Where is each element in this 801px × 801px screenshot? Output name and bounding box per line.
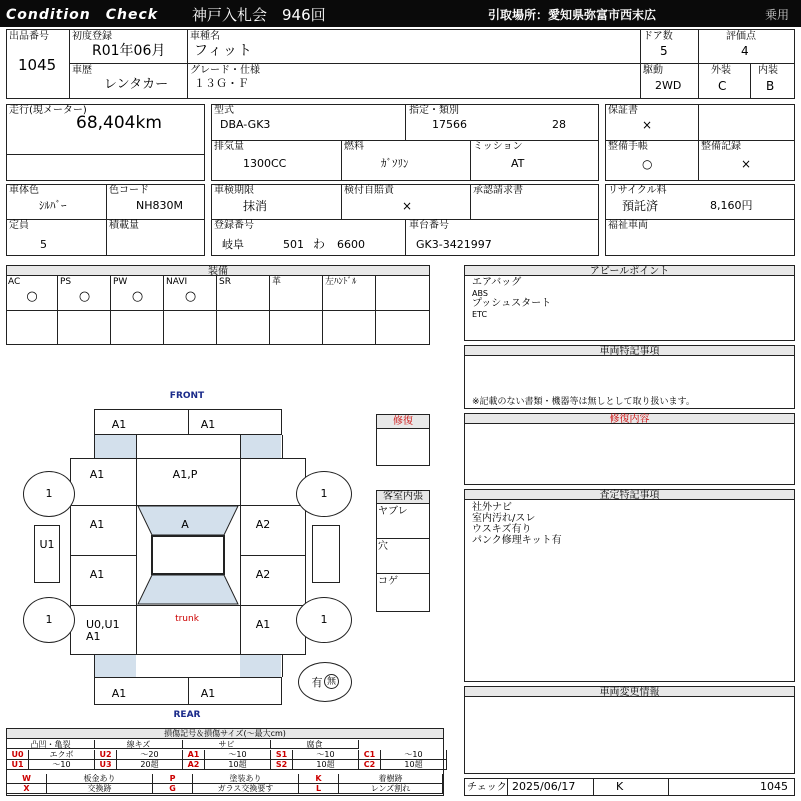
mark-door-rr: A2 <box>255 568 271 581</box>
equipment-cell-1 <box>58 276 111 310</box>
equipment-blank-cell <box>323 311 376 345</box>
mark-front-bumper-right: A1 <box>200 418 216 431</box>
equipment-value: ○ <box>78 289 91 304</box>
equipment-cell-2 <box>111 276 164 310</box>
check-date: 2025/06/17 <box>512 780 576 793</box>
first-reg: R01年06月 <box>92 43 166 59</box>
check-label: チェック <box>467 782 507 793</box>
history-label: 車歴 <box>72 65 92 76</box>
appraisal-line-1: 社外ナビ <box>472 502 512 513</box>
drive: 2WD <box>655 79 682 92</box>
welfare-label: 福祉車両 <box>608 220 648 231</box>
grade-label: グレード・仕様 <box>190 65 260 76</box>
appraisal-title: 査定特記事項 <box>465 490 794 500</box>
equipment-cell-6 <box>323 276 376 310</box>
recycle-fee: 8,160円 <box>710 199 753 212</box>
change-title: 車両変更情報 <box>465 687 794 697</box>
equipment-label: SR <box>219 277 231 287</box>
equipment-title: 装備 <box>7 266 429 276</box>
fuel: ｶﾞｿﾘﾝ <box>381 157 409 170</box>
mark-roof: A <box>181 518 189 531</box>
legend-cell: S1 <box>271 750 293 760</box>
first-reg-label: 初度登録 <box>72 31 112 42</box>
mark-door-rl: A1 <box>89 568 105 581</box>
appeal-title: アピールポイント <box>465 266 794 276</box>
interior-item-3: コゲ <box>378 576 398 587</box>
legend-head: 凸凹・亀裂 <box>7 740 95 749</box>
model-name-label: 車種名 <box>190 31 220 42</box>
insurance-label: 検付自賠責 <box>344 185 394 196</box>
legend-cell: ～10 <box>293 750 359 760</box>
color-code: NH830M <box>136 199 183 212</box>
capacity: 5 <box>40 238 47 251</box>
legend-cell: ～10 <box>205 750 271 760</box>
warranty-label: 保証書 <box>608 105 638 116</box>
spare-circled-label: 無 <box>326 677 336 687</box>
inspection: 抹消 <box>243 199 268 213</box>
legend-cell: U1 <box>7 760 29 770</box>
legend-cell-2: K <box>299 774 339 784</box>
appraisal-line-3: ウスキズ有り <box>472 524 532 535</box>
equipment-label: AC <box>8 277 21 287</box>
legend-head: 腐食 <box>271 740 359 749</box>
special-note: ※記載のない書類・機器等は無しとして取り扱います。 <box>472 397 695 407</box>
legend-cell: U3 <box>95 760 117 770</box>
plate-class: 501 <box>283 238 304 251</box>
mark-fender-fl: A1 <box>89 468 105 481</box>
headlight-right <box>240 435 281 458</box>
fuel-label: 燃料 <box>344 141 364 152</box>
legend-cell-2: 交換跡 <box>47 784 153 794</box>
lot-number: 1045 <box>18 56 57 74</box>
color-code-label: 色コード <box>109 185 149 196</box>
history: レンタカー <box>104 77 169 92</box>
trunk-label: trunk <box>175 614 199 624</box>
grade: １３Ｇ・Ｆ <box>194 77 249 90</box>
mark-quarter-rr: A1 <box>255 618 271 631</box>
legend-cell: ～20 <box>117 750 183 760</box>
legend-cell: 10超 <box>381 760 447 770</box>
recycle-status: 預託済 <box>622 199 659 213</box>
equipment-blank-cell <box>111 311 164 345</box>
capacity-label: 定員 <box>9 220 29 231</box>
legend-cell: A2 <box>183 760 205 770</box>
legend-title: 損傷記号＆損傷サイズ(～最大cm) <box>7 729 443 739</box>
equipment-blank-cell <box>217 311 270 345</box>
appraisal-line-2: 室内汚れ/スレ <box>472 513 536 524</box>
legend-cell-2: P <box>153 774 193 784</box>
category: 28 <box>552 118 566 131</box>
interior-item-2: 穴 <box>378 541 388 552</box>
legend-cell-2: 板金あり <box>47 774 153 784</box>
legend-cell-2: L <box>299 784 339 794</box>
legend-cell: U2 <box>95 750 117 760</box>
legend-cell-2: レンズ割れ <box>339 784 443 794</box>
legend-cell-2: 塗装あり <box>193 774 299 784</box>
recycle-label: リサイクル料 <box>608 185 667 196</box>
equipment-blank-cell <box>270 311 323 345</box>
legend-cell-2: ガラス交換要す <box>193 784 299 794</box>
step-left[interactable] <box>34 525 60 583</box>
appeal-line-3: プッシュスタート <box>472 298 552 309</box>
chassis: GK3-3421997 <box>416 238 492 251</box>
mileage: 68,404km <box>76 113 162 133</box>
displacement-label: 排気量 <box>214 141 244 152</box>
int-label: 内装 <box>758 65 778 76</box>
equipment-blank-cell <box>58 311 111 345</box>
check-lot: 1045 <box>760 780 788 793</box>
mark-front-bumper-left: A1 <box>111 418 127 431</box>
interior-item-1: ヤブレ <box>378 506 408 517</box>
equipment-label: PW <box>113 277 128 287</box>
legend-cell: 10超 <box>205 760 271 770</box>
legend-cell-2: X <box>7 784 47 794</box>
taillight-left <box>95 655 136 677</box>
displacement: 1300CC <box>243 157 287 170</box>
legend-cell: C2 <box>359 760 381 770</box>
chassis-label: 車台番号 <box>409 220 449 231</box>
mark-rear-bumper-left: A1 <box>111 687 127 700</box>
type-label: 型式 <box>214 105 234 116</box>
header-bar <box>0 0 801 27</box>
legend-cell: ～10 <box>29 760 95 770</box>
legend-cell-2: W <box>7 774 47 784</box>
legend-cell-2: 着樹跡 <box>339 774 443 784</box>
legend-head: 線キズ <box>95 740 183 749</box>
car-type: 乗用 <box>765 8 790 22</box>
mark-tire-fl: 1 <box>45 487 53 500</box>
score-label: 評価点 <box>726 31 756 42</box>
ext-grade: C <box>718 79 727 93</box>
color-label: 車体色 <box>9 185 39 196</box>
doors: 5 <box>660 44 668 58</box>
transmission-label: ミッション <box>473 141 523 152</box>
drive-label: 駆動 <box>643 65 663 76</box>
service-record: × <box>741 157 752 171</box>
rear-label: REAR <box>173 710 201 720</box>
mark-tire-fr: 1 <box>320 487 328 500</box>
front-label: FRONT <box>169 391 205 401</box>
doors-label: ドア数 <box>643 31 673 42</box>
color: ｼﾙﾊﾞｰ <box>39 199 67 212</box>
service-book-label: 整備手帳 <box>608 141 648 152</box>
mark-tire-rr: 1 <box>320 613 328 626</box>
equipment-label: 革 <box>272 277 282 287</box>
mark-rear-bumper-right: A1 <box>200 687 216 700</box>
equipment-label: NAVI <box>166 277 188 287</box>
service-book: ○ <box>642 157 653 171</box>
equipment-label: 左ﾊﾝﾄﾞﾙ <box>325 277 357 287</box>
legend-cell: ～10 <box>381 750 447 760</box>
legend-cell: S2 <box>271 760 293 770</box>
legend-cell-2: G <box>153 784 193 794</box>
equipment-value: ○ <box>26 289 38 304</box>
repair-detail-title: 修復内容 <box>465 414 794 424</box>
equipment-value: ○ <box>131 289 144 304</box>
plate-label: 登録番号 <box>214 220 254 231</box>
transmission: AT <box>511 157 525 170</box>
plate-area: 岐阜 <box>222 238 244 251</box>
load-label: 積載量 <box>109 220 139 231</box>
change-box <box>464 686 795 774</box>
model-name: フィット <box>194 43 253 59</box>
inspection-label: 車検期限 <box>214 185 254 196</box>
appeal-line-1: エアバッグ <box>472 277 522 288</box>
equipment-cell-3 <box>164 276 217 310</box>
service-record-label: 整備記録 <box>701 141 741 152</box>
mark-hood: A1,P <box>172 468 198 481</box>
equipment-cell-4 <box>217 276 270 310</box>
appeal-line-4: ETC <box>472 310 488 319</box>
step-right[interactable] <box>312 525 340 583</box>
repair-title: 修復 <box>377 415 429 429</box>
header-title-en: Condition Check <box>6 7 159 23</box>
equipment-cell-0 <box>6 276 58 310</box>
mark-tire-rl: 1 <box>45 613 53 626</box>
designation-label: 指定・類別 <box>409 105 459 116</box>
approval-label: 承認請求書 <box>473 185 523 196</box>
appraisal-line-4: パンク修理キット有 <box>472 535 562 546</box>
designation: 17566 <box>432 118 467 131</box>
mileage-label: 走行(現メーター) <box>9 105 87 116</box>
check-grade: K <box>616 780 624 793</box>
legend-cell: 20超 <box>117 760 183 770</box>
appeal-line-2: ABS <box>472 289 488 298</box>
plate-number: 6600 <box>337 238 365 251</box>
score: 4 <box>741 44 749 58</box>
equipment-value: ○ <box>184 289 197 304</box>
legend-cell: A1 <box>183 750 205 760</box>
mark-step-left: U1 <box>39 538 55 551</box>
special-title: 車両特記事項 <box>465 346 794 356</box>
headlight-left <box>95 435 136 458</box>
warranty: × <box>642 118 653 132</box>
ext-label: 外装 <box>711 65 731 76</box>
plate-kana: わ <box>313 237 326 251</box>
equipment-blank-cell <box>6 311 58 345</box>
type: DBA-GK3 <box>220 118 271 131</box>
legend-head: サビ <box>183 740 271 749</box>
interior-title: 客室内張 <box>377 491 429 504</box>
equipment-cell-5 <box>270 276 323 310</box>
mark-quarter-rl: U0,U1 A1 <box>86 618 120 643</box>
legend-cell: 10超 <box>293 760 359 770</box>
legend-cell: エクボ <box>29 750 95 760</box>
spare-label: 有 <box>311 676 323 689</box>
auction-name: 神戸入札会 946回 <box>192 6 326 24</box>
pickup-location: 引取場所：愛知県弥富市西末広 <box>488 8 657 22</box>
int-grade: B <box>766 79 775 93</box>
lot-label: 出品番号 <box>9 31 49 42</box>
mark-door-fr: A2 <box>255 518 271 531</box>
mark-door-fl: A1 <box>89 518 105 531</box>
legend-cell: U0 <box>7 750 29 760</box>
equipment-label: PS <box>60 277 72 287</box>
insurance: × <box>402 199 413 213</box>
legend-cell: C1 <box>359 750 381 760</box>
equipment-blank-cell <box>164 311 217 345</box>
taillight-right <box>240 655 281 677</box>
